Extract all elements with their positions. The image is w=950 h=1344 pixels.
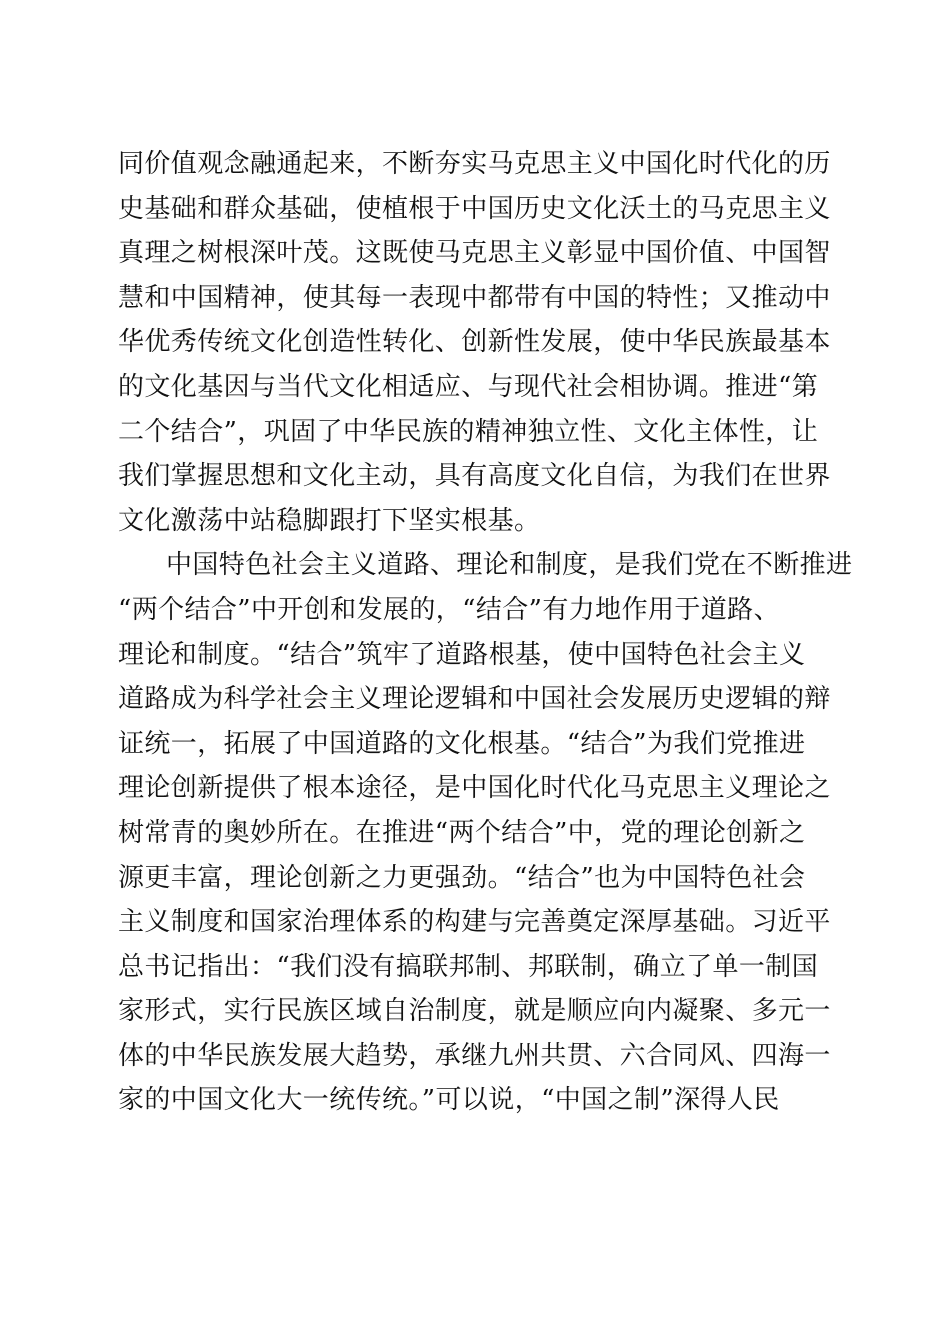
text-line: 家的中国文化大一统传统。”可以说，“中国之制”深得人民 [118, 1085, 780, 1116]
text-line: 家形式，实行民族区域自治制度，就是顺应向内凝聚、多元一 [118, 996, 831, 1027]
text-line: 史基础和群众基础，使植根于中国历史文化沃土的马克思主义 [118, 193, 831, 224]
text-line: 华优秀传统文化创造性转化、创新性发展，使中华民族最基本 [118, 327, 831, 358]
text-line: 真理之树根深叶茂。这既使马克思主义彰显中国价值、中国智 [118, 238, 831, 269]
text-line: 体的中华民族发展大趋势，承继九州共贯、六合同风、四海一 [118, 1040, 831, 1071]
text-line: 主义制度和国家治理体系的构建与完善奠定深厚基础。习近平 [118, 907, 831, 938]
paragraph-1 [118, 142, 830, 543]
text-line: 理论创新提供了根本途径，是中国化时代化马克思主义理论之 [118, 773, 831, 804]
text-line: 总书记指出：“我们没有搞联邦制、邦联制，确立了单一制国 [118, 951, 819, 982]
text-line: 我们掌握思想和文化主动，具有高度文化自信，为我们在世界 [118, 461, 831, 492]
text-line: 树常青的奥妙所在。在推进“两个结合”中，党的理论创新之 [118, 817, 806, 848]
text-line: 的文化基因与当代文化相适应、与现代社会相协调。推进“第 [118, 371, 819, 402]
text-line: 文化激荡中站稳脚跟打下坚实根基。 [118, 505, 541, 536]
text-line: 慧和中国精神，使其每一表现中都带有中国的特性；又推动中 [118, 282, 831, 313]
paragraph-2 [118, 543, 853, 1123]
text-line-indented: 中国特色社会主义道路、理论和制度，是我们党在不断推进 [166, 550, 853, 581]
text-line: 证统一，拓展了中国道路的文化根基。“结合”为我们党推进 [118, 728, 806, 759]
text-line: 道路成为科学社会主义理论逻辑和中国社会发展历史逻辑的辩 [118, 684, 831, 715]
text-line: 源更丰富，理论创新之力更强劲。“结合”也为中国特色社会 [118, 862, 806, 893]
text-line: 同价值观念融通起来，不断夯实马克思主义中国化时代化的历 [118, 149, 831, 179]
body-text [118, 142, 853, 1123]
text-line: “两个结合”中开创和发展的，“结合”有力地作用于道路、 [118, 594, 780, 625]
text-line: 二个结合”，巩固了中华民族的精神独立性、文化主体性，让 [118, 416, 819, 447]
text-line: 理论和制度。“结合”筑牢了道路根基，使中国特色社会主义 [118, 639, 806, 670]
